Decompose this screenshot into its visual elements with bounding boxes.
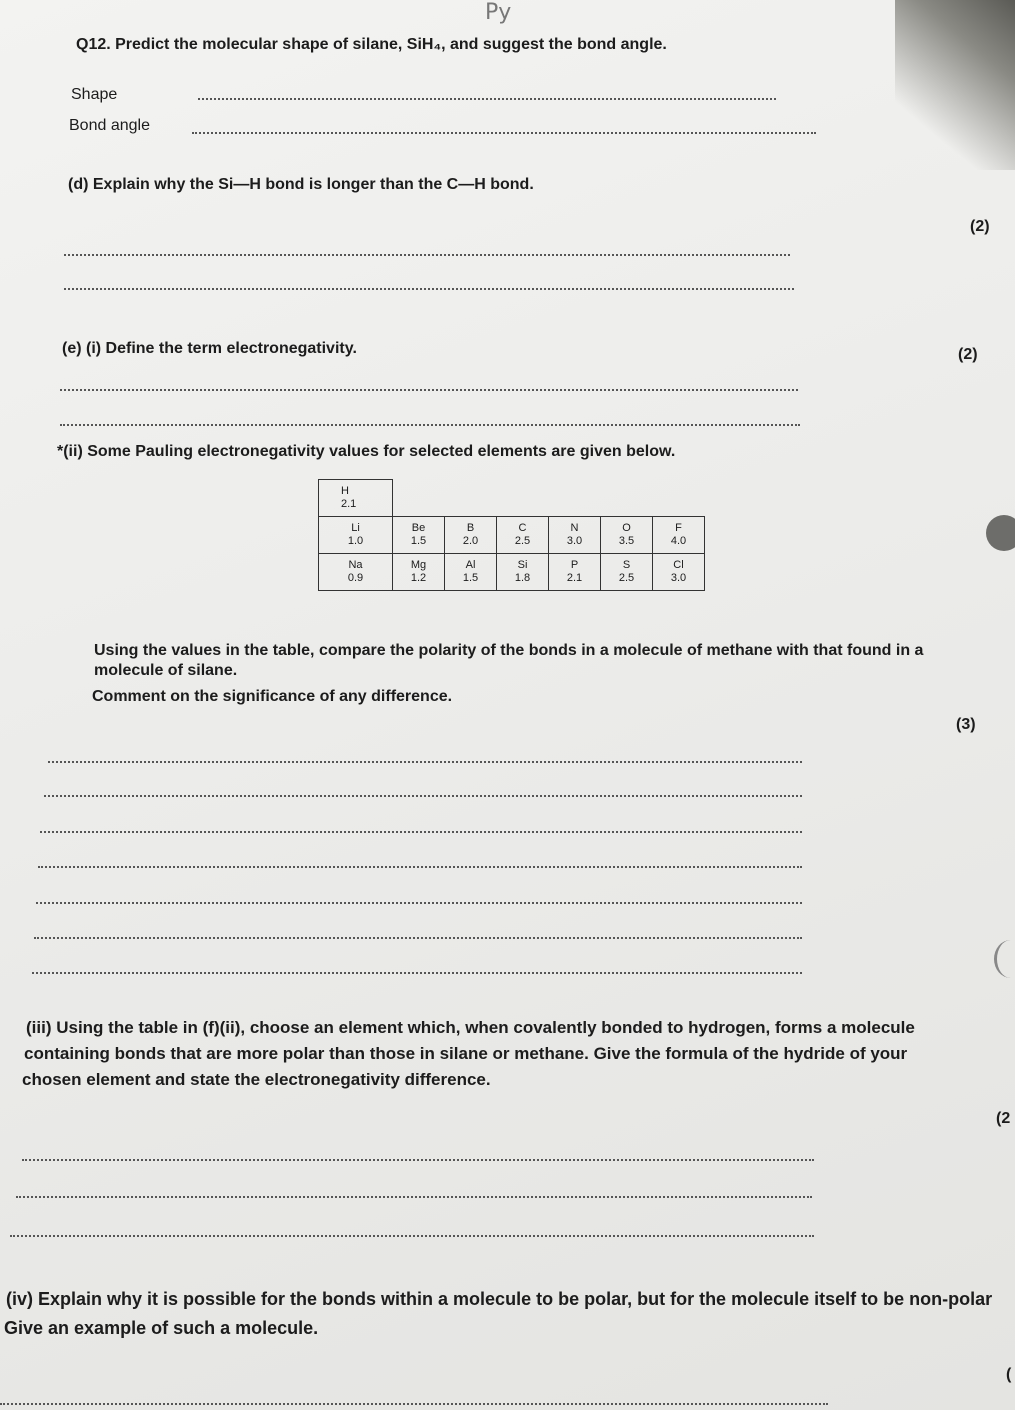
part-e-ii-marks: (3) xyxy=(956,716,976,733)
part-e-i-marks: (2) xyxy=(958,346,978,363)
part-iii-answer-line-3[interactable] xyxy=(10,1235,814,1237)
table-row-period-2 xyxy=(319,517,705,554)
part-d-answer-line-2[interactable] xyxy=(64,288,794,290)
element-cell xyxy=(549,554,601,591)
part-e-ii-answer-line-6[interactable] xyxy=(34,937,802,939)
part-iv-marks: ( xyxy=(1006,1366,1012,1383)
element-cell xyxy=(601,517,653,554)
punch-hole xyxy=(994,940,1015,978)
part-e-ii-instruction-1: Using the values in the table, compare the polarity of the bonds in a molecule of methane with that found in a xyxy=(94,642,924,659)
element-symbol: Na xyxy=(348,559,363,571)
element-value: 2.1 xyxy=(566,572,583,584)
electronegativity-table xyxy=(318,479,705,591)
part-e-ii-answer-line-4[interactable] xyxy=(38,866,802,868)
part-e-ii-instruction-3: Comment on the significance of any difference. xyxy=(92,688,453,705)
table-row-period-3 xyxy=(319,554,705,591)
empty-cell xyxy=(393,480,705,517)
part-e-ii-answer-line-1[interactable] xyxy=(48,761,802,763)
element-value: 1.5 xyxy=(410,535,427,547)
part-e-i-question xyxy=(62,340,357,358)
part-iii-line-2: containing bonds that are more polar than those in silane or methane. Give the formula of the hydride of your xyxy=(24,1044,908,1063)
shape-answer-line[interactable] xyxy=(198,98,776,100)
element-symbol: C xyxy=(518,522,527,534)
element-symbol: S xyxy=(622,559,631,571)
element-cell xyxy=(549,517,601,554)
part-e-ii-answer-line-5[interactable] xyxy=(36,902,802,904)
element-cell xyxy=(393,517,445,554)
bond-angle-answer-line[interactable] xyxy=(192,132,816,134)
element-value: 2.1 xyxy=(341,498,357,510)
element-value: 1.5 xyxy=(462,572,479,584)
part-e-i-answer-line-1[interactable] xyxy=(60,389,798,391)
element-value: 1.0 xyxy=(347,535,364,547)
part-e-ii-intro: *(ii) Some Pauling electronegativity values for selected elements are given below. xyxy=(57,443,676,460)
element-symbol: Si xyxy=(517,559,528,571)
element-value: 4.0 xyxy=(670,535,687,547)
shape-label: Shape xyxy=(71,86,118,103)
element-cell xyxy=(445,517,497,554)
part-iii-answer-line-2[interactable] xyxy=(16,1196,812,1198)
part-e-i-term: electronegativity. xyxy=(226,340,357,357)
element-symbol: H xyxy=(341,485,349,497)
part-e-i-answer-line-2[interactable] xyxy=(60,424,800,426)
element-symbol: Be xyxy=(411,522,426,534)
element-cell xyxy=(497,517,549,554)
element-value: 2.0 xyxy=(462,535,479,547)
element-value: 3.0 xyxy=(670,572,687,584)
table-row-hydrogen xyxy=(319,480,705,517)
element-cell xyxy=(653,517,705,554)
part-iv-line-2: Give an example of such a molecule. xyxy=(4,1318,319,1338)
element-cell xyxy=(393,554,445,591)
element-value: 2.5 xyxy=(514,535,531,547)
bond-angle-label: Bond angle xyxy=(69,117,150,134)
part-d-answer-line-1[interactable] xyxy=(64,254,790,256)
element-value: 3.0 xyxy=(566,535,583,547)
element-value: 3.5 xyxy=(618,535,635,547)
part-e-ii-answer-line-2[interactable] xyxy=(44,795,802,797)
part-e-ii-instruction-2: molecule of silane. xyxy=(94,662,238,679)
element-value: 1.2 xyxy=(410,572,427,584)
part-iii-line-1: (iii) Using the table in (f)(ii), choose an element which, when covalently bonded to hydrogen, forms a molecule xyxy=(26,1018,915,1037)
element-value: 2.5 xyxy=(618,572,635,584)
element-cell xyxy=(319,480,393,517)
handwritten-note: Py xyxy=(485,0,512,25)
element-cell xyxy=(319,554,393,591)
part-d-marks: (2) xyxy=(970,218,990,235)
element-value: 1.8 xyxy=(514,572,531,584)
element-symbol: N xyxy=(570,522,579,534)
element-symbol: Mg xyxy=(410,559,427,571)
element-cell xyxy=(497,554,549,591)
element-symbol: P xyxy=(570,559,579,571)
part-e-ii-answer-line-7[interactable] xyxy=(32,972,802,974)
part-iii-answer-line-1[interactable] xyxy=(22,1159,814,1161)
part-iii-line-3: chosen element and state the electronegativity difference. xyxy=(22,1070,491,1089)
part-iv-line-1: (iv) Explain why it is possible for the bonds within a molecule to be polar, but for the molecule itself to be non-polar xyxy=(6,1289,993,1309)
element-cell xyxy=(445,554,497,591)
element-cell xyxy=(601,554,653,591)
element-symbol: Al xyxy=(465,559,476,571)
element-symbol: Li xyxy=(351,522,360,534)
q12-question: Q12. Predict the molecular shape of silane, SiH₄, and suggest the bond angle. xyxy=(76,36,667,53)
punch-hole xyxy=(986,515,1015,551)
part-iii-marks: (2 xyxy=(996,1110,1011,1127)
element-symbol: Cl xyxy=(673,559,684,571)
element-symbol: F xyxy=(675,522,682,534)
element-value: 0.9 xyxy=(347,572,364,584)
element-symbol: B xyxy=(466,522,475,534)
part-d-question: (d) Explain why the Si—H bond is longer than the C—H bond. xyxy=(68,176,534,193)
element-symbol: O xyxy=(622,522,631,534)
part-e-ii-answer-line-3[interactable] xyxy=(40,831,802,833)
part-iv-answer-line-1[interactable] xyxy=(0,1403,828,1405)
page-fold-shadow xyxy=(895,0,1015,170)
element-cell xyxy=(653,554,705,591)
element-cell xyxy=(319,517,393,554)
part-e-i-prefix: (e) (i) Define the term xyxy=(62,340,227,357)
